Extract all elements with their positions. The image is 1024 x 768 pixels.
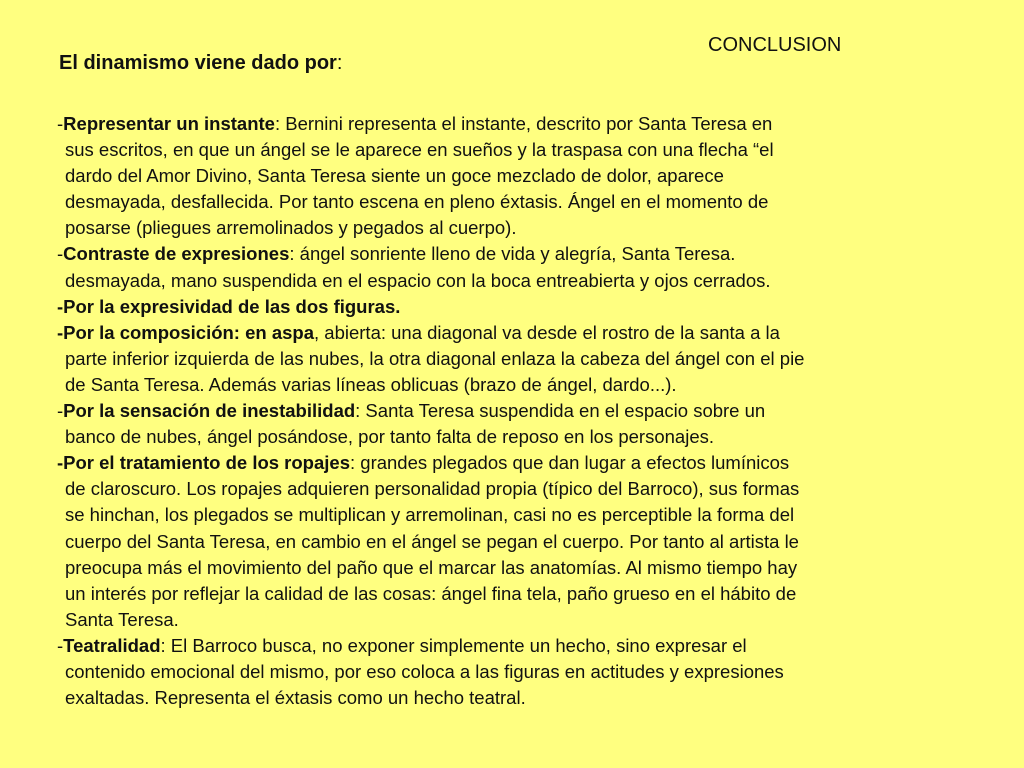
item-first-line xyxy=(57,398,982,424)
item-line: contenido emocional del mismo, por eso coloca a las figuras en actitudes y expresiones xyxy=(65,660,784,682)
heading-tail: : xyxy=(336,52,343,74)
item-line: : El Barroco busca, no exponer simplemente un hecho, sino expresar el xyxy=(160,634,747,656)
item-bold-label: Contraste de expresiones xyxy=(63,243,290,265)
item-line: : Bernini representa el instante, descrito por Santa Teresa en xyxy=(274,113,773,134)
item-line: desmayada, mano suspendida en el espacio con la boca entreabierta y ojos cerrados. xyxy=(65,269,771,291)
item-first-line xyxy=(57,294,982,320)
item-line: de Santa Teresa. Además varias líneas oblicuas (brazo de ángel, dardo...). xyxy=(65,373,677,395)
list-item-instante xyxy=(57,111,982,241)
item-line: : Santa Teresa suspendida en el espacio sobre un xyxy=(355,400,766,422)
item-line: parte inferior izquierda de las nubes, la otra diagonal enlaza la cabeza del ángel con el pie xyxy=(65,347,805,369)
item-line: , abierta: una diagonal va desde el rostro de la santa a la xyxy=(314,321,780,343)
item-bold-label: Representar un instante xyxy=(63,113,275,134)
item-first-line xyxy=(57,241,982,267)
item-line: de claroscuro. Los ropajes adquieren personalidad propia (típico del Barroco), sus formas xyxy=(65,478,800,500)
item-prefix: - xyxy=(57,113,64,134)
item-line: sus escritos, en que un ángel se le aparece en sueños y la traspasa con una flecha “el xyxy=(65,139,774,161)
conclusion-list xyxy=(57,111,982,711)
item-first-line xyxy=(57,320,982,346)
list-item-ropajes xyxy=(57,450,982,633)
item-bold-label: -Por la composición: en aspa xyxy=(57,321,315,343)
item-bold-label: Teatralidad xyxy=(63,634,161,656)
list-item-composicion xyxy=(57,320,982,398)
item-line: un interés por reflejar la calidad de las cosas: ángel fina tela, paño grueso en el hábito de xyxy=(65,582,797,604)
item-line: desmayada, desfallecida. Por tanto escena en pleno éxtasis. Ángel en el momento de xyxy=(65,191,769,213)
list-item-inestabilidad xyxy=(57,398,982,450)
list-item-contraste xyxy=(57,241,982,293)
item-line: cuerpo del Santa Teresa, en cambio en el ángel se pegan el cuerpo. Por tanto al artista le xyxy=(65,530,799,552)
item-first-line xyxy=(57,111,982,137)
item-line: se hinchan, los plegados se multiplican y arremolinan, casi no es perceptible la forma del xyxy=(65,504,795,526)
item-line: banco de nubes, ángel posándose, por tanto falta de reposo en los personajes. xyxy=(65,426,714,448)
list-item-expresividad xyxy=(57,294,982,320)
item-prefix: - xyxy=(57,243,64,265)
item-first-line xyxy=(57,450,982,476)
heading-bold-text: El dinamismo viene dado por xyxy=(59,52,337,74)
item-first-line xyxy=(57,633,982,659)
item-bold-label: -Por el tratamiento de los ropajes xyxy=(57,452,350,474)
item-line: dardo del Amor Divino, Santa Teresa siente un goce mezclado de dolor, aparece xyxy=(65,165,724,187)
item-bold-label: Por la sensación de inestabilidad xyxy=(63,400,356,422)
item-line: preocupa más el movimiento del paño que el marcar las anatomías. Al mismo tiempo hay xyxy=(65,556,798,578)
slide-title: CONCLUSION xyxy=(708,34,842,56)
item-line: : grandes plegados que dan lugar a efectos lumínicos xyxy=(350,452,790,474)
list-item-teatralidad xyxy=(57,633,982,711)
slide-heading xyxy=(59,51,342,75)
item-line: Santa Teresa. xyxy=(65,608,179,630)
item-prefix: - xyxy=(57,634,64,656)
item-line: : ángel sonriente lleno de vida y alegría, Santa Teresa. xyxy=(289,243,736,265)
item-prefix: - xyxy=(57,400,64,422)
item-line: posarse (pliegues arremolinados y pegados al cuerpo). xyxy=(65,217,517,239)
item-line: exaltadas. Representa el éxtasis como un hecho teatral. xyxy=(65,687,526,709)
item-bold-label: -Por la expresividad de las dos figuras. xyxy=(57,295,401,317)
